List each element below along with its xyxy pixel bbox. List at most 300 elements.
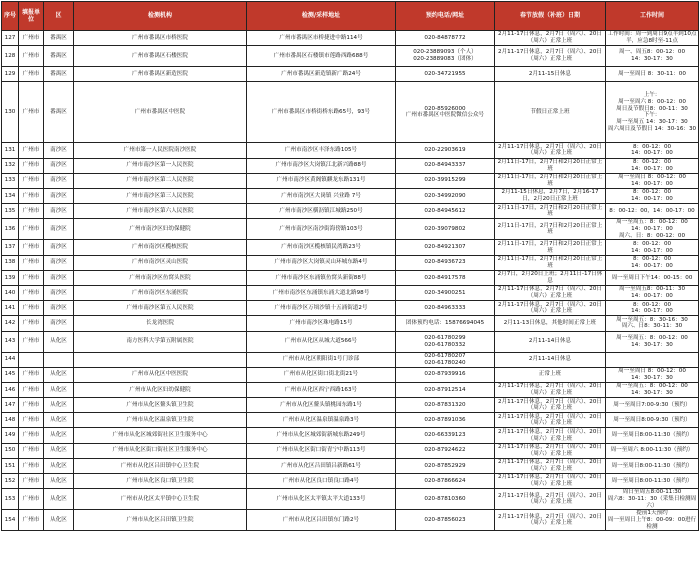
row-hours — [606, 301, 699, 316]
row-address: 广州市南沙区南沙街海傍路103号 — [247, 219, 396, 240]
row-phone: 020-87810360 — [396, 489, 495, 510]
row-address: 广州市南沙区横沥镇江城路250号 — [247, 204, 396, 219]
row-organization: 广州市从化区中医医院 — [74, 367, 247, 382]
row-address: 广州市南沙区万顷沙镇十五涌街道2号 — [247, 301, 396, 316]
row-address: 广州市南沙区东涌镇东涌大道北路98号 — [247, 285, 396, 300]
row-hours-line: 上午： — [643, 92, 661, 99]
row-district: 南沙区 — [44, 188, 74, 203]
row-unit — [19, 352, 44, 367]
row-address: 广州市南沙区大岗镇灵山环城东路4号 — [247, 255, 396, 270]
row-phone: 020-84963333 — [396, 301, 495, 316]
row-unit: 广州市 — [19, 143, 44, 158]
row-unit: 广州市 — [19, 331, 44, 352]
row-organization: 广州市从化区城郊街社区卫生服务中心 — [74, 428, 247, 443]
row-hours — [606, 158, 699, 173]
row-holiday: 2月11日-17日，2月7日和2月20日正常上班 — [495, 158, 606, 173]
row-holiday: 2月11-15日休息，2月7日，2月16-17日，2月20日正常上班 — [495, 188, 606, 203]
table-row — [2, 428, 699, 443]
header-phone: 预约电话/网址 — [396, 2, 495, 31]
row-hours-line: 14：00-17：00 — [631, 247, 673, 254]
row-holiday: 2月11-17日休息，2月7日（周六）、20日（周六）正常上班 — [495, 143, 606, 158]
row-district: 从化区 — [44, 398, 74, 413]
row-holiday: 2月11-17日休息，2月7日（周六）、20日（周六）正常上班 — [495, 285, 606, 300]
row-address: 广州市从化区良口镇良口路4号 — [247, 474, 396, 489]
row-district: 从化区 — [44, 443, 74, 458]
row-hours: 周一至周日8:00-11:30（预约） — [606, 474, 699, 489]
row-hours-line: 周一至周五：8：00-12：00 — [616, 383, 688, 390]
detection-institution-sheet — [1, 1, 698, 531]
row-phone: 020-87856023 — [396, 510, 495, 531]
table-row — [2, 316, 699, 331]
row-hours-line: 14：00-17：00 — [631, 180, 673, 187]
row-organization: 广州市第一人民医院南沙医院 — [74, 143, 247, 158]
row-address: 广州市从化区西宁西路163号 — [247, 382, 396, 397]
row-hours — [606, 316, 699, 331]
row-district: 番禺区 — [44, 67, 74, 82]
row-phone: 020-34721955 — [396, 67, 495, 82]
row-unit: 广州市 — [19, 285, 44, 300]
table-row — [2, 458, 699, 473]
row-organization: 广州市南沙区第五人民医院 — [74, 301, 247, 316]
row-address: 广州市从化区街口街北街21号 — [247, 367, 396, 382]
row-address: 广州市南沙区榄核镇民湾路23号 — [247, 240, 396, 255]
row-unit: 广州市 — [19, 219, 44, 240]
table-row — [2, 398, 699, 413]
row-hours-line: 8：00-12：00 — [632, 143, 672, 150]
institution-table — [1, 1, 699, 531]
row-address: 广州市南沙区黄阁镇麒龙东路131号 — [247, 173, 396, 188]
row-hours — [606, 285, 699, 300]
row-unit: 广州市 — [19, 46, 44, 67]
row-index: 148 — [2, 413, 19, 428]
row-index: 137 — [2, 240, 19, 255]
row-hours-line: 下午： — [643, 112, 661, 119]
row-holiday: 2月11日-17日，2月7日和2月20日正常上班 — [495, 255, 606, 270]
row-holiday: 2月11-17日休息，2月7日（周六）、20日（周六）正常上班 — [495, 413, 606, 428]
table-row — [2, 489, 699, 510]
row-phone: 020-39079802 — [396, 219, 495, 240]
row-phone: 020-84921307 — [396, 240, 495, 255]
row-phone: 020-84936723 — [396, 255, 495, 270]
row-index: 132 — [2, 158, 19, 173]
table-row — [2, 285, 699, 300]
row-organization: 广州市番禺区市桥医院 — [74, 31, 247, 46]
row-phone-line: 广州市番禺区中医院微信公众号 — [405, 112, 485, 119]
row-organization: 广州市南沙区第一人民医院 — [74, 158, 247, 173]
table-row — [2, 443, 699, 458]
row-district: 从化区 — [44, 489, 74, 510]
row-hours-line: 周日及节假日8：00-11：30 — [616, 105, 688, 112]
header-organization: 检测机构 — [74, 2, 247, 31]
row-phone: 团体预约电话：15876694045 — [396, 316, 495, 331]
row-unit: 广州市 — [19, 67, 44, 82]
row-index: 149 — [2, 428, 19, 443]
row-phone: 020-84878772 — [396, 31, 495, 46]
row-unit: 广州市 — [19, 382, 44, 397]
row-phone-line: 020-61780240 — [424, 359, 466, 366]
row-holiday: 2月11日-17日，2月7日和2月20日正常上班 — [495, 173, 606, 188]
row-hours-line: 周日至周五8:00-11:30 — [622, 489, 682, 496]
table-row — [2, 367, 699, 382]
row-hours — [606, 331, 699, 352]
row-index: 139 — [2, 270, 19, 285]
row-hours — [606, 489, 699, 510]
row-hours-line: 周六、日：8：00-12：00 — [618, 232, 686, 239]
row-hours-line: 14：30-17：30 — [631, 341, 673, 348]
row-district: 南沙区 — [44, 270, 74, 285]
row-unit: 广州市 — [19, 82, 44, 143]
row-hours — [606, 219, 699, 240]
row-district: 从化区 — [44, 458, 74, 473]
row-organization: 广州市从化区鳌头镇卫生院 — [74, 398, 247, 413]
table-row — [2, 188, 699, 203]
row-district: 从化区 — [44, 367, 74, 382]
row-hours-line: 8：00-12：00 — [632, 158, 672, 165]
row-index: 135 — [2, 204, 19, 219]
row-hours-line: 周一至周五 14：30-17：30 — [616, 119, 688, 126]
row-hours — [606, 382, 699, 397]
row-address: 广州市南沙区东涌镇鱼窝头新街88号 — [247, 270, 396, 285]
row-index: 142 — [2, 316, 19, 331]
row-holiday: 正常上班 — [495, 367, 606, 382]
row-hours — [606, 367, 699, 382]
row-hours-line: 周一至周五8：00-11：30 — [618, 286, 686, 293]
row-unit: 广州市 — [19, 458, 44, 473]
row-index: 143 — [2, 331, 19, 352]
row-index: 130 — [2, 82, 19, 143]
row-hours-line: 14：00-17：00 — [631, 165, 673, 172]
row-phone: 020-87831320 — [396, 398, 495, 413]
row-phone-line: 020-61780332 — [424, 341, 466, 348]
row-unit: 广州市 — [19, 173, 44, 188]
table-row — [2, 510, 699, 531]
row-index: 131 — [2, 143, 19, 158]
row-hours: 周一至周日8:00-9:30（预约） — [606, 413, 699, 428]
row-unit: 广州市 — [19, 204, 44, 219]
row-organization: 广州市从化区温泉镇卫生院 — [74, 413, 247, 428]
row-address: 广州市从化区朝阳街1号门诊部 — [247, 352, 396, 367]
row-address: 广州市从化区从城大道566号 — [247, 331, 396, 352]
row-holiday: 2月11-13日休息，其他时间正常上班 — [495, 316, 606, 331]
row-address: 广州市番禺区石楼镇市莲路西路688号 — [247, 46, 396, 67]
row-phone: 020-66339123 — [396, 428, 495, 443]
header-index: 序号 — [2, 2, 19, 31]
row-index: 141 — [2, 301, 19, 316]
row-unit: 广州市 — [19, 240, 44, 255]
row-hours-line: 周六、日8：30-11：30 — [621, 323, 683, 330]
row-hours-line: 14：00-17：00 — [631, 196, 673, 203]
row-hours-line: 8：00-12：00 — [632, 301, 672, 308]
row-address: 广州市南沙区大岗镇江北新兴路88号 — [247, 158, 396, 173]
row-hours-line: 14：30-17：30 — [631, 374, 673, 381]
row-holiday: 2月11-15日休息 — [495, 67, 606, 82]
row-holiday: 2月11日-17日，2月7日和2月20日正常上班 — [495, 219, 606, 240]
row-address: 广州市番禺区市桥街桥东路65号，93号 — [247, 82, 396, 143]
table-row — [2, 270, 699, 285]
row-unit: 广州市 — [19, 474, 44, 489]
row-holiday: 2月11-14日休息 — [495, 331, 606, 352]
row-unit: 广州市 — [19, 413, 44, 428]
row-phone: 020-87891036 — [396, 413, 495, 428]
row-index: 150 — [2, 443, 19, 458]
row-phone-line: 020-85926000 — [424, 105, 466, 112]
row-district: 南沙区 — [44, 204, 74, 219]
row-address: 广州市从化区太平镇太平大道133号 — [247, 489, 396, 510]
table-row — [2, 46, 699, 67]
row-hours-line: 周一至周五：8：30-16：30 — [616, 316, 688, 323]
row-hours-line: 14：00-17：00 — [631, 262, 673, 269]
row-district: 从化区 — [44, 382, 74, 397]
row-district: 南沙区 — [44, 173, 74, 188]
row-phone: 020-34900251 — [396, 285, 495, 300]
row-organization — [74, 352, 247, 367]
row-index: 136 — [2, 219, 19, 240]
row-hours-line: 14：00-17：00 — [631, 293, 673, 300]
table-row — [2, 173, 699, 188]
row-hours — [606, 82, 699, 143]
row-index: 146 — [2, 382, 19, 397]
row-phone: 020-87912514 — [396, 382, 495, 397]
row-hours-line: 周一至周日 8：00-12：00 — [618, 368, 686, 375]
row-address: 广州市从化区街口街青宁中路113号 — [247, 443, 396, 458]
row-hours-line: 14：00-17：00 — [631, 150, 673, 157]
row-unit: 广州市 — [19, 301, 44, 316]
row-phone — [396, 82, 495, 143]
row-index: 133 — [2, 173, 19, 188]
row-unit: 广州市 — [19, 398, 44, 413]
row-index: 154 — [2, 510, 19, 531]
row-district: 从化区 — [44, 510, 74, 531]
row-district: 南沙区 — [44, 316, 74, 331]
row-hours — [606, 510, 699, 531]
row-address: 广州市番禺区新造镇新广路24号 — [247, 67, 396, 82]
row-address: 广州市从化区吕田镇东门路2号 — [247, 510, 396, 531]
row-index: 152 — [2, 474, 19, 489]
row-hours-line: 提前1天预约 — [636, 510, 668, 517]
row-organization: 广州市从化区妇幼保健院 — [74, 382, 247, 397]
row-hours-line: 14：00-17：00 — [631, 308, 673, 315]
row-holiday: 2月11-17日休息，2月7日（周六）、20日（周六）正常上班 — [495, 474, 606, 489]
row-hours-line: 14：00-17：00 — [631, 226, 673, 233]
row-organization: 广州市南沙区榄核医院 — [74, 240, 247, 255]
row-organization: 南方医科大学第五附属医院 — [74, 331, 247, 352]
table-row — [2, 82, 699, 143]
row-phone — [396, 46, 495, 67]
table-row — [2, 143, 699, 158]
row-hours — [606, 143, 699, 158]
row-unit: 广州市 — [19, 270, 44, 285]
row-holiday: 2月11日-17日，2月7日和2月20日正常上班 — [495, 204, 606, 219]
row-phone: 020-87939916 — [396, 367, 495, 382]
row-phone: 020-84917578 — [396, 270, 495, 285]
row-organization: 广州市从化区太平镇中心卫生院 — [74, 489, 247, 510]
row-organization: 广州市南沙区灵山医院 — [74, 255, 247, 270]
row-hours-line: 周一至周日 8：00-12：00 — [618, 174, 686, 181]
row-district: 南沙区 — [44, 301, 74, 316]
table-row — [2, 301, 699, 316]
header-holiday: 春节放假（补班）日期 — [495, 2, 606, 31]
row-index: 138 — [2, 255, 19, 270]
row-phone: 020-87866624 — [396, 474, 495, 489]
row-organization: 广州市从化区良口镇卫生院 — [74, 474, 247, 489]
row-holiday: 2月11-17日休息，2月7日（周六）、20日（周六）正常上班 — [495, 510, 606, 531]
row-phone — [396, 331, 495, 352]
row-district: 南沙区 — [44, 158, 74, 173]
row-district: 南沙区 — [44, 219, 74, 240]
row-phone: 020-84943337 — [396, 158, 495, 173]
row-hours: 周一至周日8:00-11:30（预约） — [606, 458, 699, 473]
row-district: 从化区 — [44, 428, 74, 443]
row-holiday: 2月11-17日休息，2月7日（周六）、20日（周六）正常上班 — [495, 398, 606, 413]
row-district: 南沙区 — [44, 240, 74, 255]
row-hours-line: 周一至周日上午8：00-09：00进行检测 — [607, 517, 697, 530]
row-phone — [396, 352, 495, 367]
row-district: 番禺区 — [44, 82, 74, 143]
row-holiday: 节假日正常上班 — [495, 82, 606, 143]
row-district — [44, 352, 74, 367]
row-hours: 周一至周日下午14：00-15：00 — [606, 270, 699, 285]
row-unit: 广州市 — [19, 367, 44, 382]
row-district: 南沙区 — [44, 285, 74, 300]
row-hours-line: 周一至周六 8：00-12：00 — [618, 98, 686, 105]
row-hours-line: 周六周日及节假日 14：30-16：30 — [607, 125, 697, 132]
row-organization: 长龙湾医院 — [74, 316, 247, 331]
row-holiday: 2月11日-17日，2月7日和2月20日正常上班 — [495, 240, 606, 255]
row-unit: 广州市 — [19, 510, 44, 531]
row-unit: 广州市 — [19, 489, 44, 510]
row-index: 140 — [2, 285, 19, 300]
row-address: 广州市从化区鳌头镇桃园东路1号 — [247, 398, 396, 413]
row-unit: 广州市 — [19, 255, 44, 270]
row-holiday: 2月11-17日休息，2月7日（周六）、20日（周六）正常上班 — [495, 382, 606, 397]
row-holiday: 2月11-17日休息，2月7日（周六）、20日（周六）正常上班 — [495, 46, 606, 67]
row-organization: 广州市南沙区第六人民医院 — [74, 204, 247, 219]
row-index: 134 — [2, 188, 19, 203]
row-unit: 广州市 — [19, 443, 44, 458]
row-district: 从化区 — [44, 474, 74, 489]
row-hours — [606, 255, 699, 270]
table-row — [2, 204, 699, 219]
row-hours-line: 周六8：30-11：30（采集日检测周六） — [607, 495, 697, 509]
row-address: 广州市南沙区珠电路15号 — [247, 316, 396, 331]
row-index: 144 — [2, 352, 19, 367]
row-hours: 周一至周日 8：30-11：00 — [606, 67, 699, 82]
table-row — [2, 31, 699, 46]
row-organization: 广州市从化区吕田镇中心卫生院 — [74, 458, 247, 473]
row-hours: 周一至周日8:00-11:30（预约） — [606, 428, 699, 443]
header-row — [2, 2, 699, 31]
row-organization: 广州市从化区吕田镇卫生院 — [74, 510, 247, 531]
row-unit: 广州市 — [19, 188, 44, 203]
row-hours — [606, 173, 699, 188]
table-row — [2, 331, 699, 352]
row-hours — [606, 240, 699, 255]
row-organization: 广州市番禺区中医院 — [74, 82, 247, 143]
row-district: 从化区 — [44, 331, 74, 352]
header-hours: 工作时间 — [606, 2, 699, 31]
row-holiday: 2月11-17日休息，2月7日（周六）、20日（周六）正常上班 — [495, 489, 606, 510]
row-organization: 广州市番禺区新造医院 — [74, 67, 247, 82]
row-organization: 广州市南沙区鱼窝头医院 — [74, 270, 247, 285]
table-row — [2, 413, 699, 428]
row-hours-line: 8：00-12：00 — [632, 240, 672, 247]
row-holiday: 2月11-17日休息，2月7日（周六）、20日（周六）正常上班 — [495, 458, 606, 473]
row-unit: 广州市 — [19, 428, 44, 443]
row-hours-line: 14：30-17：30 — [631, 56, 673, 63]
row-organization: 广州市南沙区东涌医院 — [74, 285, 247, 300]
table-row — [2, 382, 699, 397]
row-phone: 020-84945612 — [396, 204, 495, 219]
row-holiday: 2月11-17日休息，2月7日（周六）、20日（周六）正常上班 — [495, 443, 606, 458]
row-phone: 020-39915299 — [396, 173, 495, 188]
table-row — [2, 474, 699, 489]
row-phone-line: 020-23889093（个人） — [413, 49, 477, 56]
row-holiday: 2月11-17日休息，2月7日（周六）、20日（周六）正常上班 — [495, 301, 606, 316]
row-phone: 020-87924622 — [396, 443, 495, 458]
table-row — [2, 219, 699, 240]
row-district: 番禺区 — [44, 31, 74, 46]
row-hours-line: 8：00-12：00 — [632, 256, 672, 262]
row-phone-line: 020-23889083（团体） — [413, 56, 477, 63]
row-phone: 020-34992090 — [396, 188, 495, 203]
row-phone-line: 020-61780299 — [424, 334, 466, 341]
row-phone: 020-87852929 — [396, 458, 495, 473]
row-index: 145 — [2, 367, 19, 382]
row-phone-line: 020-61780207 — [424, 352, 466, 359]
table-row — [2, 352, 699, 367]
row-holiday: 2月11-14日休息 — [495, 352, 606, 367]
row-hours-line: 8：00-12：00 — [632, 189, 672, 196]
row-address: 广州市从化区温泉镇温泉路3号 — [247, 413, 396, 428]
header-address: 检测/采样地址 — [247, 2, 396, 31]
row-phone: 020-22903619 — [396, 143, 495, 158]
row-index: 147 — [2, 398, 19, 413]
table-row — [2, 67, 699, 82]
row-hours-line: 周一至周五：8：00-12：00 — [616, 219, 688, 226]
header-unit: 填报单位 — [19, 2, 44, 31]
table-row — [2, 240, 699, 255]
row-holiday: 2月11-17日休息，2月7日（周六）、20日（周六）正常上班 — [495, 428, 606, 443]
table-row — [2, 255, 699, 270]
header-district: 区 — [44, 2, 74, 31]
row-district: 从化区 — [44, 413, 74, 428]
row-organization: 广州市从化区街口街社区卫生服务中心 — [74, 443, 247, 458]
row-address: 广州市从化区城郊街新城东路249号 — [247, 428, 396, 443]
row-hours: 周一至周日7:00-9:30（预约） — [606, 398, 699, 413]
row-organization: 广州市南沙区第三人民医院 — [74, 188, 247, 203]
row-hours: 周一至周六 8:00-11:30（预约） — [606, 443, 699, 458]
row-address: 广州市南沙区丰泽东路105号 — [247, 143, 396, 158]
row-unit: 广州市 — [19, 158, 44, 173]
row-hours — [606, 188, 699, 203]
row-hours — [606, 46, 699, 67]
row-holiday: 2月11-17日休息，2月7日（周六）、20日（周六）正常上班 — [495, 31, 606, 46]
row-organization: 广州市南沙区第二人民医院 — [74, 173, 247, 188]
row-hours: 8：00-12：00，14：00-17：00 — [606, 204, 699, 219]
row-organization: 广州市番禺区石楼医院 — [74, 46, 247, 67]
row-unit: 广州市 — [19, 31, 44, 46]
row-holiday: 2月7日，2月20日上班；2月11日-17日休息 — [495, 270, 606, 285]
table-row — [2, 158, 699, 173]
row-address: 广州市南沙区大岗镇 兴业路 7号 — [247, 188, 396, 203]
row-address: 广州市从化区吕田镇吕新路61号 — [247, 458, 396, 473]
row-index: 129 — [2, 67, 19, 82]
row-index: 151 — [2, 458, 19, 473]
row-hours-line: 周一至周五：8：00-12：00 — [616, 334, 688, 341]
row-organization: 广州市南沙区妇幼保健院 — [74, 219, 247, 240]
row-hours — [606, 352, 699, 367]
row-index: 128 — [2, 46, 19, 67]
